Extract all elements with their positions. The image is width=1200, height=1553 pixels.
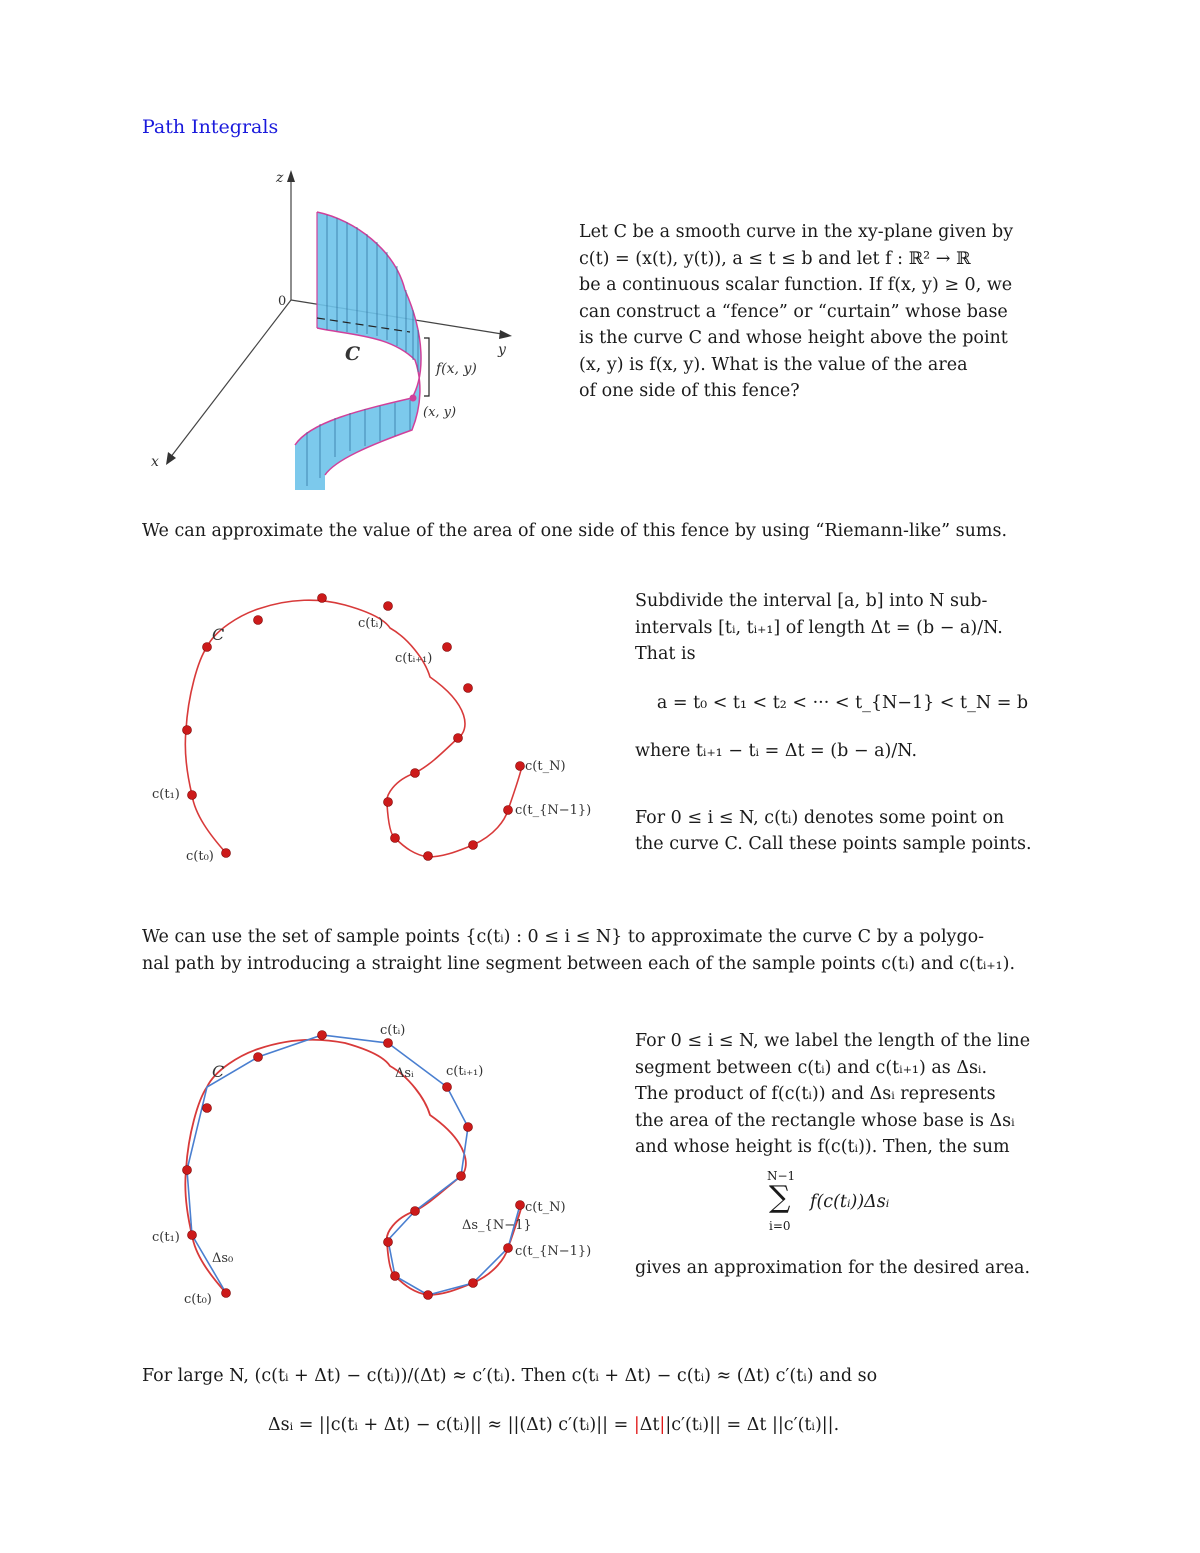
x-label: x [151, 454, 159, 470]
sample-line: For 0 ≤ i ≤ N, c(tᵢ) denotes some point on [635, 807, 1005, 828]
intro-paragraph [579, 219, 1039, 405]
intro-line: (x, y) is f(x, y). What is the value of the area [579, 354, 968, 375]
fence-figure [140, 160, 540, 490]
label-delta-sN1: Δs_{N−1} [462, 1218, 532, 1233]
sum-symbol: ∑ [769, 1179, 791, 1215]
height-bracket [424, 338, 429, 396]
y-label: y [498, 342, 506, 358]
sample-point [384, 1039, 393, 1048]
sample-point [384, 602, 393, 611]
label-delta-si: Δsᵢ [395, 1066, 414, 1081]
sample-point [188, 1231, 197, 1240]
label-line: For 0 ≤ i ≤ N, we label the length of the line [635, 1031, 1031, 1051]
eq-bar-right: | [659, 1415, 666, 1435]
label-c-t0: c(t₀) [186, 849, 214, 864]
label-line: The product of f(c(tᵢ)) and Δsᵢ represents [635, 1084, 996, 1104]
gives-line: gives an approximation for the desired area. [635, 1257, 1031, 1278]
polygon-paragraph [142, 924, 1057, 977]
sample-line: the curve C. Call these points sample points. [635, 834, 1032, 854]
y-axis-arrow [499, 330, 512, 339]
subdivide-line: Subdivide the interval [a, b] into N sub- [635, 591, 988, 611]
polygon-line: We can use the set of sample points {c(tᵢ) : 0 ≤ i ≤ N} to approximate the curve C by a polygo- [142, 927, 985, 947]
eq-dt: Δt [639, 1415, 660, 1435]
sample-point [183, 726, 192, 735]
label-c-t1: c(t₁) [152, 787, 180, 802]
sample-point [188, 791, 197, 800]
sample-point [424, 852, 433, 861]
labeling-block [635, 1028, 1050, 1281]
label-c-ti1: c(tᵢ₊₁) [446, 1064, 484, 1079]
label-line: the area of the rectangle whose base is Δsᵢ [635, 1110, 1015, 1131]
final-equation [268, 1412, 968, 1439]
polygonal-path-figure [140, 1015, 600, 1315]
where-line: where tᵢ₊₁ − tᵢ = Δt = (b − a)/N. [635, 741, 918, 761]
sum-upper-limit: N−1 [767, 1168, 796, 1183]
label-c-tN1: c(t_{N−1}) [515, 803, 592, 818]
sample-point [391, 834, 400, 843]
sample-point [464, 1123, 473, 1132]
sum-expression: f(c(tᵢ))Δsᵢ [810, 1191, 890, 1212]
sample-point [457, 1172, 466, 1181]
smooth-curve [185, 600, 522, 857]
intro-line: c(t) = (x(t), y(t)), a ≤ t ≤ b and let f : ℝ² → ℝ [579, 248, 971, 269]
curve-label: C [345, 343, 361, 365]
label-c-tN: c(t_N) [525, 1200, 566, 1215]
sample-point [318, 594, 327, 603]
section-title: Path Integrals [142, 116, 279, 138]
sample-points [183, 594, 525, 861]
sample-point [504, 1244, 513, 1253]
sample-point [222, 849, 231, 858]
subdivide-line: That is [635, 644, 696, 664]
eq-bar-left: | [633, 1415, 640, 1435]
label-c-tN1: c(t_{N−1}) [515, 1244, 592, 1259]
label-line: segment between c(tᵢ) and c(tᵢ₊₁) as Δsᵢ. [635, 1057, 988, 1078]
subdivide-block [635, 588, 1050, 858]
sample-point [454, 734, 463, 743]
sample-point [443, 643, 452, 652]
origin-label: 0 [278, 294, 287, 309]
sample-point [516, 1201, 525, 1210]
intro-line: Let C be a smooth curve in the xy-plane given by [579, 222, 1014, 242]
label-delta-s0: Δs₀ [212, 1251, 234, 1266]
curve-label: C [212, 625, 225, 644]
z-label: z [276, 170, 284, 186]
large-n-line: For large N, (c(tᵢ + Δt) − c(tᵢ))/(Δt) ≈ c′(tᵢ). Then c(tᵢ + Δt) − c(tᵢ) ≈ (Δt) c′(tᵢ) and so [142, 1366, 878, 1386]
sample-point [222, 1289, 231, 1298]
intro-line: be a continuous scalar function. If f(x, y) ≥ 0, we [579, 275, 1013, 295]
sample-point [516, 762, 525, 771]
sample-point [424, 1291, 433, 1300]
base-point [410, 395, 417, 402]
curve-label: C [212, 1062, 225, 1081]
sample-point [504, 806, 513, 815]
label-c-tN: c(t_N) [525, 759, 566, 774]
subdivide-line: intervals [tᵢ, tᵢ₊₁] of length Δt = (b − a)/N. [635, 617, 1003, 638]
sample-point [384, 1238, 393, 1247]
label-c-ti: c(tᵢ) [358, 616, 384, 631]
sample-point [469, 841, 478, 850]
sample-point [391, 1272, 400, 1281]
label-line: and whose height is f(c(tᵢ)). Then, the sum [635, 1137, 1010, 1157]
approx-sentence: We can approximate the value of the area of one side of this fence by using “Riemann-like” sums. [142, 521, 1008, 541]
label-c-t1: c(t₁) [152, 1230, 180, 1245]
riemann-sum [635, 1169, 1050, 1247]
partition-equation: a = t₀ < t₁ < t₂ < ··· < t_{N−1} < t_N = b [656, 692, 1029, 713]
z-axis-arrow [287, 170, 295, 182]
sample-point [443, 1083, 452, 1092]
sample-point [318, 1031, 327, 1040]
sample-point [203, 643, 212, 652]
sum-lower-limit: i=0 [769, 1218, 791, 1233]
sample-point [464, 684, 473, 693]
sample-point [203, 1104, 212, 1113]
height-label: f(x, y) [436, 361, 477, 377]
sample-points-figure [140, 580, 600, 880]
sample-point [469, 1279, 478, 1288]
sample-point [183, 1166, 192, 1175]
sample-point [411, 1207, 420, 1216]
polygon-line: nal path by introducing a straight line segment between each of the sample points c(tᵢ) and c(tᵢ₊₁). [142, 953, 1016, 974]
sample-point [254, 616, 263, 625]
intro-line: can construct a “fence” or “curtain” whose base [579, 301, 1008, 322]
sample-point [384, 798, 393, 807]
sample-point [411, 769, 420, 778]
point-label: (x, y) [423, 405, 457, 420]
sample-point [254, 1053, 263, 1062]
eq-part1: Δsᵢ = ||c(tᵢ + Δt) − c(tᵢ)|| ≈ ||(Δt) c′(tᵢ)|| = [268, 1415, 629, 1435]
label-c-t0: c(t₀) [184, 1292, 212, 1307]
intro-line: of one side of this fence? [579, 381, 800, 401]
x-axis-arrow [166, 452, 176, 465]
label-c-ti: c(tᵢ) [380, 1023, 406, 1038]
x-axis [170, 300, 291, 458]
eq-part2: |c′(tᵢ)|| = Δt ||c′(tᵢ)||. [665, 1415, 840, 1435]
intro-line: is the curve C and whose height above the point [579, 328, 1008, 348]
label-c-ti1: c(tᵢ₊₁) [395, 651, 433, 666]
